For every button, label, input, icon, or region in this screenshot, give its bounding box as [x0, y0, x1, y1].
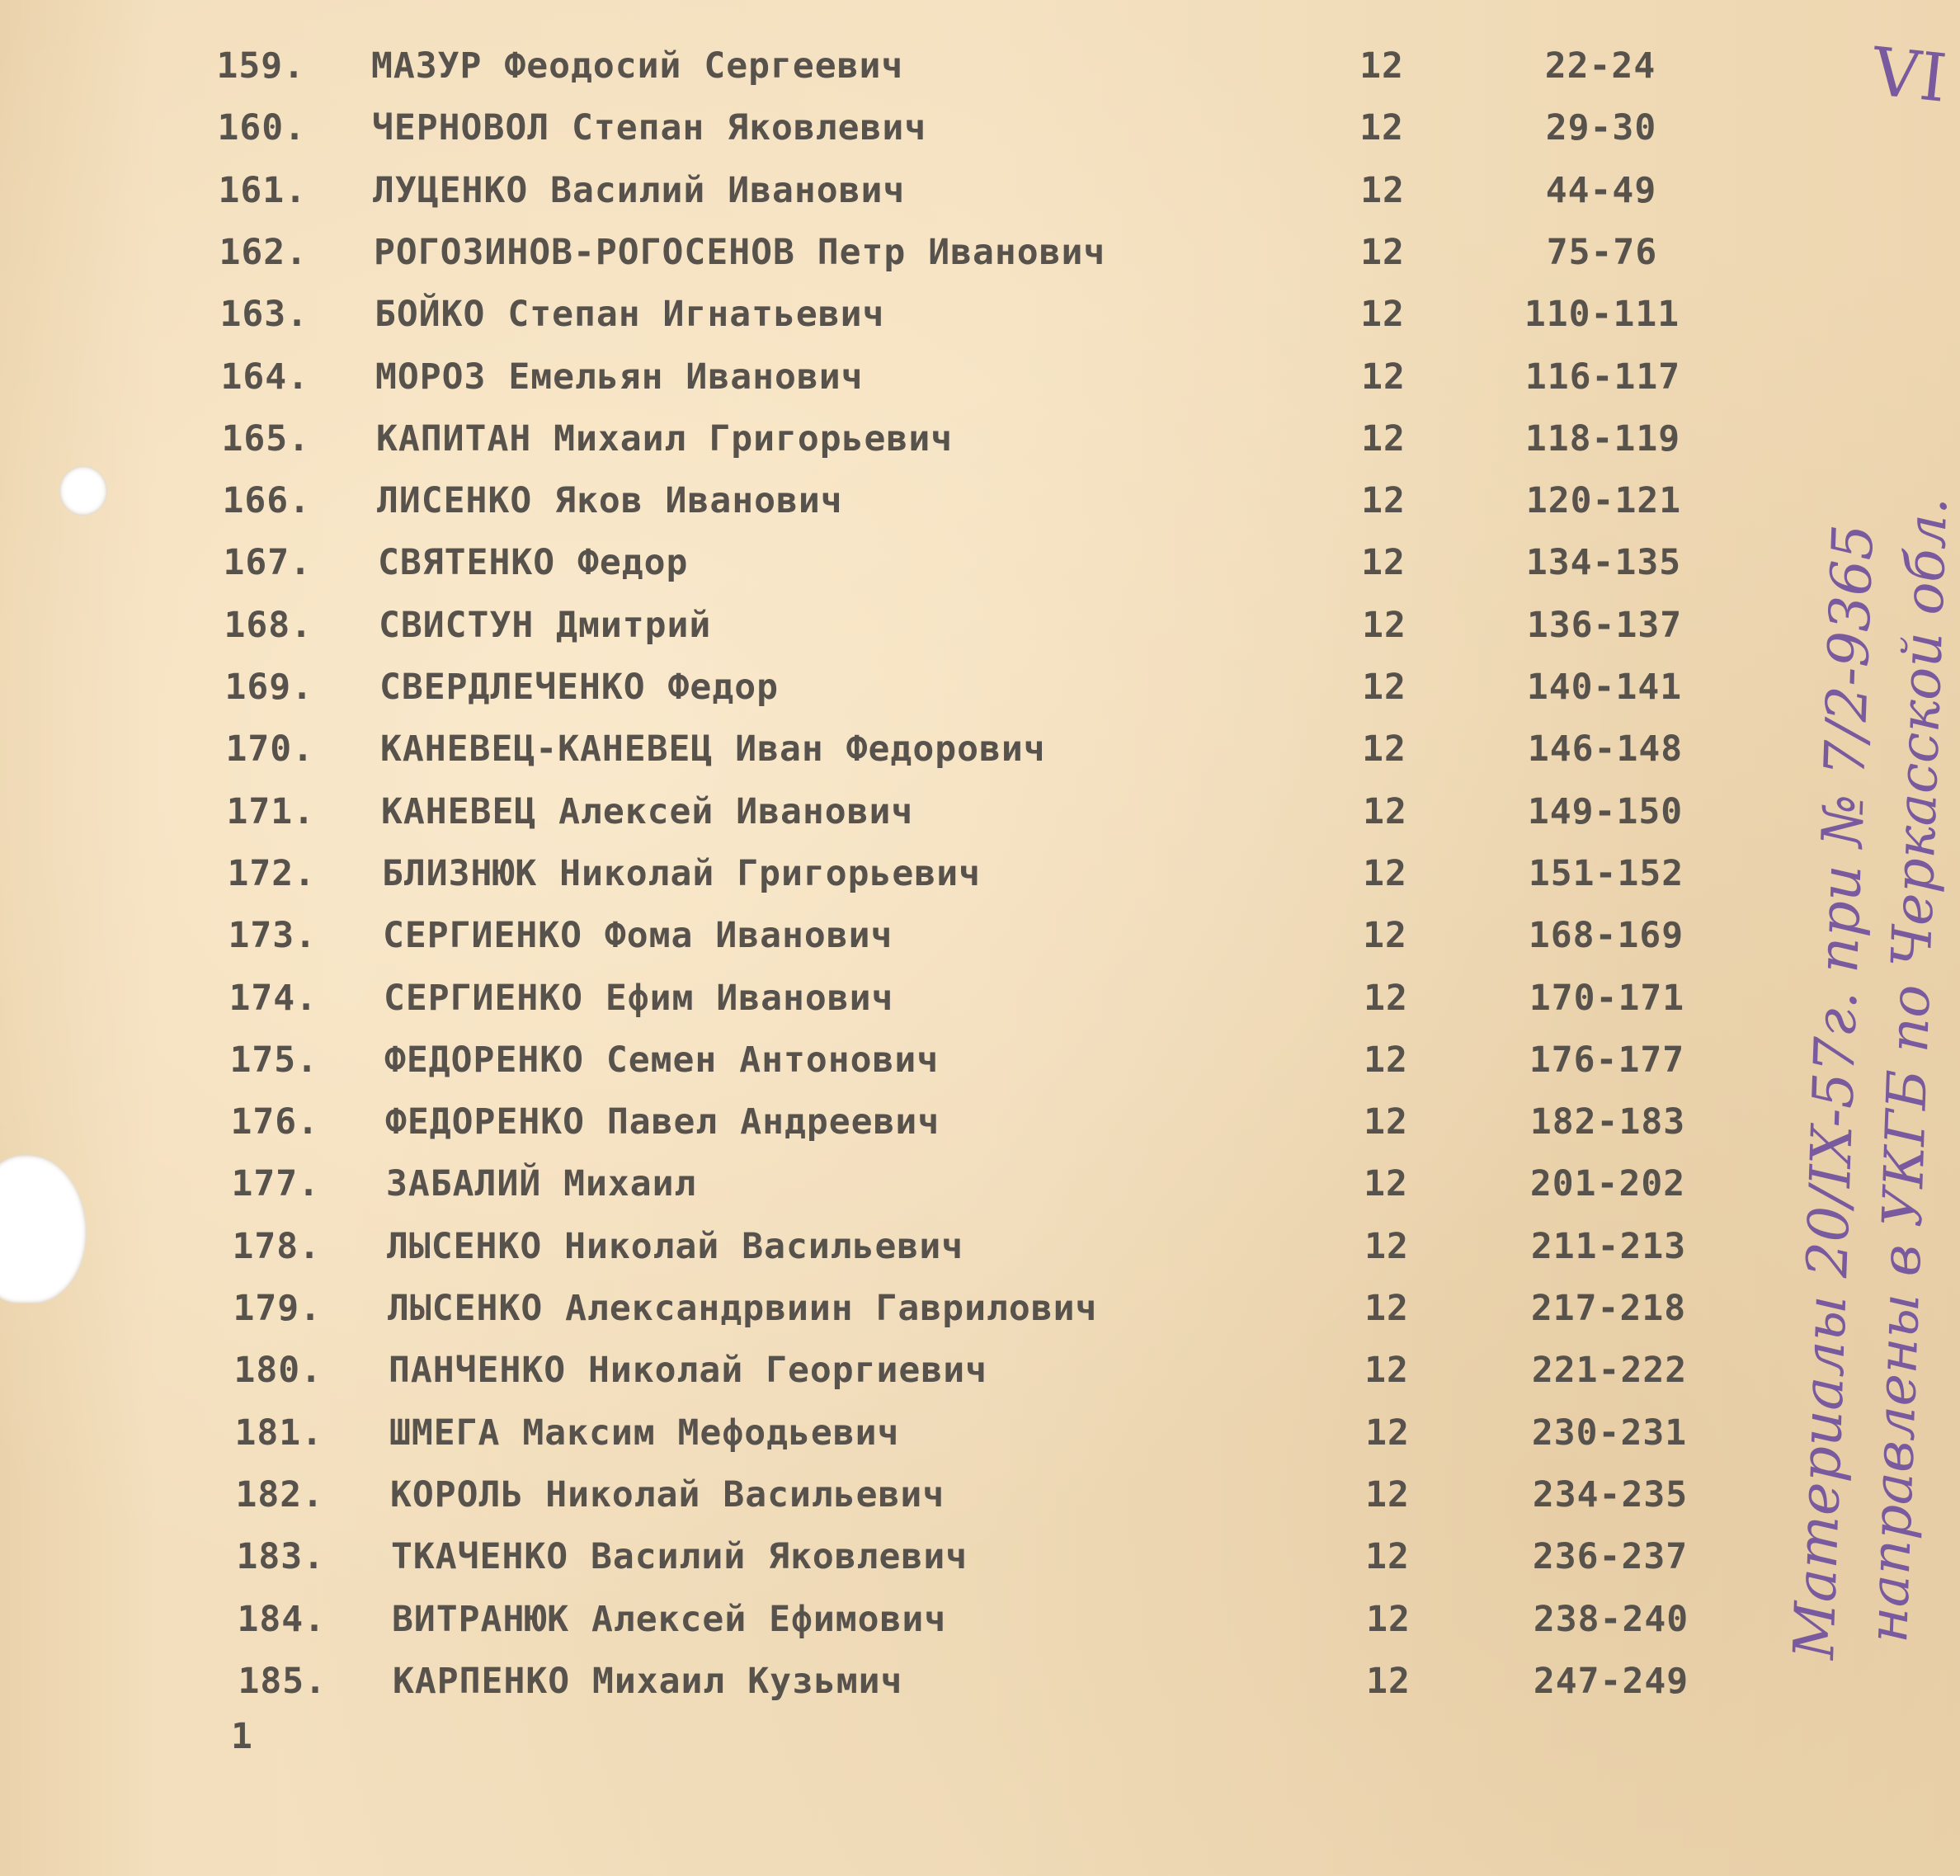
entry-row: [0, 1661, 1960, 1710]
entry-volume: 12: [1362, 604, 1406, 646]
entry-pages: 201-202: [1529, 1163, 1686, 1205]
entry-row: [0, 1412, 1960, 1462]
entry-name: ЛИСЕНКО Яков Иванович: [377, 480, 843, 522]
entry-row: [0, 170, 1960, 219]
entry-volume: 12: [1361, 542, 1406, 584]
entry-volume: 12: [1365, 1473, 1410, 1515]
handwritten-note-line1: Материалы 20/IX-57г. при № 7/2-9365: [1782, 523, 1887, 1661]
entry-pages: 118-119: [1524, 417, 1681, 460]
entry-number: 177.: [231, 1163, 320, 1205]
entry-number: 159.: [216, 45, 305, 87]
entry-name: МОРОЗ Емельян Иванович: [375, 356, 864, 398]
entry-volume: 12: [1363, 852, 1407, 894]
entry-row: [0, 667, 1960, 716]
entry-pages: 44-49: [1545, 169, 1657, 211]
entry-pages: 176-177: [1529, 1039, 1685, 1081]
entry-name: КАРПЕНКО Михаил Кузьмич: [393, 1660, 903, 1702]
entry-number: 183.: [236, 1536, 325, 1578]
entry-pages: 170-171: [1529, 977, 1685, 1019]
entry-number: 185.: [238, 1660, 327, 1702]
entry-name: ШМЕГА Максим Мефодьевич: [389, 1412, 900, 1454]
entry-volume: 12: [1364, 1163, 1408, 1205]
entry-volume: 12: [1362, 728, 1406, 771]
entry-name: РОГОЗИНОВ-РОГОСЕНОВ Петр Иванович: [374, 231, 1106, 273]
entry-name: ФЕДОРЕНКО Семен Антонович: [384, 1039, 940, 1081]
entry-volume: 12: [1364, 1350, 1409, 1392]
entry-volume: 12: [1364, 1039, 1408, 1081]
entry-row: [0, 1599, 1960, 1648]
entry-volume: 12: [1360, 294, 1405, 336]
entry-volume: 12: [1364, 1101, 1408, 1143]
entry-volume: 12: [1361, 480, 1406, 522]
entry-name: ЧЕРНОВОЛ Степан Яковлевич: [372, 107, 927, 149]
entry-number: 162.: [219, 231, 308, 273]
entry-volume: 12: [1365, 1412, 1410, 1454]
entry-pages: 236-237: [1532, 1536, 1689, 1578]
entry-number: 173.: [228, 915, 317, 957]
entry-row: [0, 791, 1960, 841]
entry-pages: 120-121: [1525, 480, 1682, 522]
entry-number: 176.: [230, 1101, 319, 1143]
entry-name: СЕРГИЕНКО Ефим Иванович: [384, 977, 894, 1019]
entry-row: [0, 1474, 1960, 1524]
entry-row: [0, 107, 1960, 157]
entry-row: [0, 1226, 1960, 1275]
entry-row: [0, 1536, 1960, 1586]
entry-pages: 151-152: [1528, 852, 1684, 894]
entry-number: 170.: [225, 728, 314, 771]
entry-volume: 12: [1362, 667, 1406, 708]
entry-row: [0, 294, 1960, 343]
entry-number: 184.: [237, 1598, 326, 1640]
entry-volume: 12: [1363, 790, 1407, 832]
entry-pages: 29-30: [1545, 107, 1657, 149]
entry-pages: 238-240: [1533, 1598, 1689, 1640]
entry-name: СВЯТЕНКО Федор: [378, 542, 689, 584]
entry-pages: 136-137: [1526, 604, 1683, 646]
entry-row: [0, 356, 1960, 406]
entry-number: 175.: [229, 1039, 318, 1081]
entry-number: 178.: [232, 1225, 321, 1267]
entry-number: 174.: [229, 977, 318, 1019]
entry-number: 172.: [227, 852, 316, 894]
entry-row: [0, 232, 1960, 281]
entry-name: МАЗУР Феодосий Сергеевич: [371, 45, 904, 87]
entry-pages: 140-141: [1526, 667, 1683, 708]
entry-pages: 247-249: [1533, 1660, 1689, 1702]
entry-name: КАПИТАН Михаил Григорьевич: [376, 417, 954, 460]
entry-volume: 12: [1360, 231, 1405, 273]
entry-name: БОЙКО Степан Игнатьевич: [375, 294, 885, 336]
entry-pages: 116-117: [1524, 356, 1681, 398]
entry-volume: 12: [1359, 45, 1404, 87]
handwritten-corner-mark: VI: [1868, 33, 1950, 117]
entry-name: СЕРГИЕНКО Фома Иванович: [383, 915, 893, 957]
entry-name: ВИТРАНЮК Алексей Ефимович: [392, 1598, 947, 1640]
entry-volume: 12: [1365, 1536, 1410, 1578]
entry-volume: 12: [1366, 1598, 1411, 1640]
entry-row: [0, 1039, 1960, 1089]
entry-number: 167.: [223, 542, 312, 584]
entry-pages: 221-222: [1531, 1350, 1688, 1392]
entry-pages: 234-235: [1532, 1473, 1689, 1515]
entry-row: [0, 1350, 1960, 1399]
entry-number: 161.: [218, 169, 307, 211]
entry-pages: 230-231: [1531, 1412, 1688, 1454]
entry-row: [0, 1101, 1960, 1151]
entry-volume: 12: [1361, 356, 1406, 398]
entry-row: [0, 605, 1960, 654]
entry-number: 166.: [222, 480, 311, 522]
entry-pages: 110-111: [1524, 294, 1680, 336]
entry-name: ПАНЧЕНКО Николай Георгиевич: [389, 1350, 987, 1392]
entry-row: [0, 1288, 1960, 1337]
handwritten-note-line2: направлены в УКГБ по Черкасской обл.: [1856, 495, 1960, 1644]
entry-pages: 149-150: [1527, 790, 1684, 832]
entry-row: [0, 728, 1960, 778]
entry-number: 163.: [219, 294, 309, 336]
entry-pages: 168-169: [1528, 915, 1684, 957]
entry-name: ТКАЧЕНКО Василий Яковлевич: [391, 1536, 968, 1578]
entry-number: 171.: [226, 790, 315, 832]
entry-row: [0, 418, 1960, 468]
entry-row: [0, 978, 1960, 1027]
entry-name: ЛУЦЕНКО Василий Иванович: [373, 169, 906, 211]
entry-number: 168.: [224, 604, 313, 646]
entry-name: ЛЫСЕНКО Николай Васильевич: [387, 1225, 964, 1267]
entry-volume: 12: [1361, 417, 1406, 460]
entry-number: 169.: [224, 667, 313, 708]
entry-pages: 134-135: [1525, 542, 1682, 584]
entry-name: КАНЕВЕЦ-КАНЕВЕЦ Иван Федорович: [380, 728, 1046, 771]
entry-pages: 211-213: [1530, 1225, 1687, 1267]
entry-pages: 22-24: [1544, 45, 1656, 87]
entry-volume: 12: [1363, 915, 1407, 957]
entry-name: ЗАБАЛИЙ Михаил: [386, 1163, 697, 1205]
entry-pages: 182-183: [1529, 1101, 1686, 1143]
entry-row: [0, 1163, 1960, 1213]
entry-row: [0, 915, 1960, 964]
entry-pages: 217-218: [1530, 1288, 1687, 1329]
entry-volume: 12: [1359, 107, 1404, 149]
entry-number: 180.: [233, 1350, 323, 1392]
entry-row: [0, 45, 1960, 95]
entry-name: ЛЫСЕНКО Александрвиин Гаврилович: [388, 1288, 1098, 1329]
entry-name: БЛИЗНЮК Николай Григорьевич: [382, 852, 981, 894]
entry-name: КАНЕВЕЦ Алексей Иванович: [381, 790, 914, 832]
entry-volume: 12: [1364, 1225, 1409, 1267]
entry-volume: 12: [1360, 169, 1405, 211]
entry-number: 165.: [221, 417, 310, 460]
entry-name: СВИСТУН Дмитрий: [379, 604, 712, 646]
entry-row: [0, 853, 1960, 903]
entry-number: 179.: [233, 1288, 322, 1329]
entry-volume: 12: [1366, 1660, 1411, 1702]
entry-number: 181.: [234, 1412, 323, 1454]
entry-name: СВЕРДЛЕЧЕНКО Федор: [379, 667, 779, 708]
entry-name: КОРОЛЬ Николай Васильевич: [390, 1473, 945, 1515]
entry-row: [0, 480, 1960, 530]
entry-row: [0, 542, 1960, 592]
entry-pages: 75-76: [1546, 231, 1658, 273]
footer-mark: 1: [231, 1716, 252, 1757]
entry-number: 160.: [217, 107, 306, 149]
entry-number: 182.: [235, 1473, 324, 1515]
entry-volume: 12: [1364, 1288, 1409, 1329]
entry-name: ФЕДОРЕНКО Павел Андреевич: [385, 1101, 940, 1143]
entry-pages: 146-148: [1527, 728, 1684, 771]
entry-volume: 12: [1364, 977, 1408, 1019]
entry-number: 164.: [220, 356, 309, 398]
